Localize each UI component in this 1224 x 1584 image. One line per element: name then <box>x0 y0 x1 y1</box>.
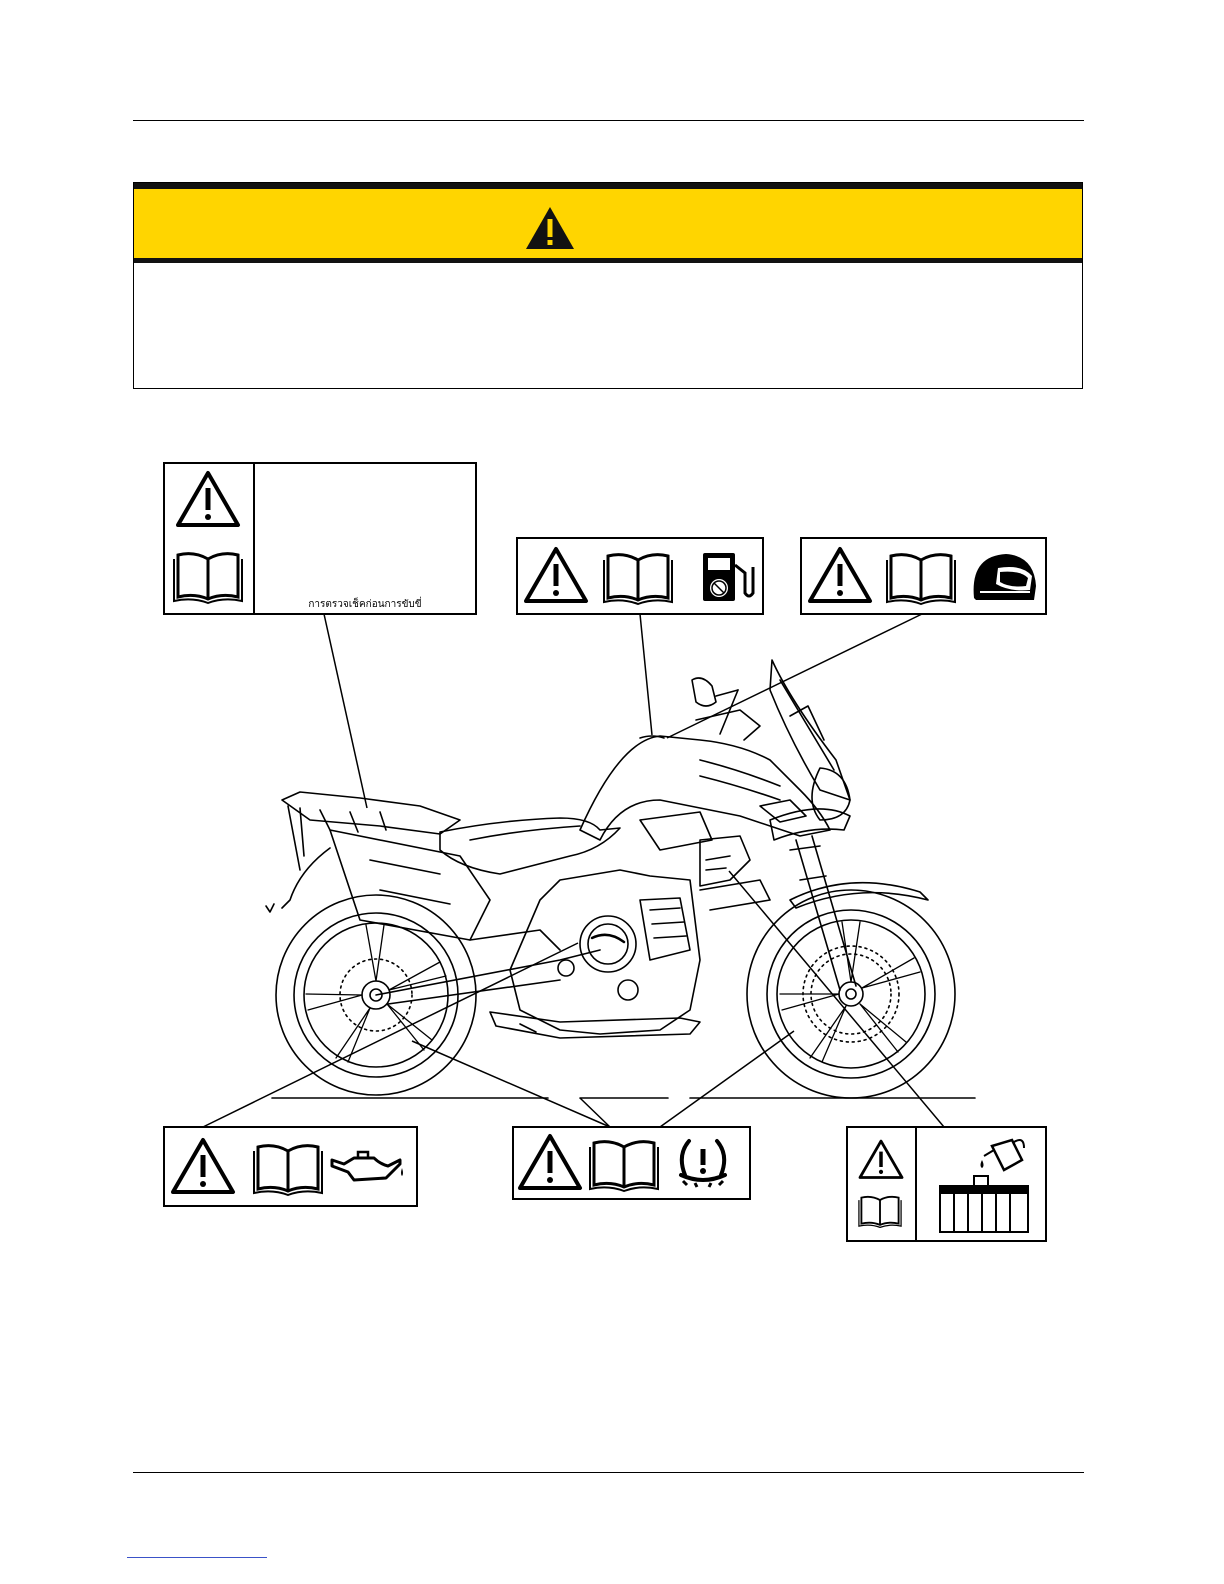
engine-oil-label <box>164 1127 417 1206</box>
fuel-label <box>517 538 763 614</box>
pre-ride-check-caption: การตรวจเช็คก่อนการขับขี่ <box>308 599 422 610</box>
leader-lines <box>203 614 944 1127</box>
tyre-pressure-label <box>513 1127 750 1199</box>
footer-link-underline[interactable] <box>127 1557 267 1558</box>
motorcycle-line-drawing-icon <box>266 660 975 1098</box>
bottom-rule <box>133 1472 1084 1473</box>
coolant-label <box>847 1127 1046 1241</box>
helmet-label <box>801 538 1046 614</box>
pre-ride-check-label <box>164 463 476 614</box>
